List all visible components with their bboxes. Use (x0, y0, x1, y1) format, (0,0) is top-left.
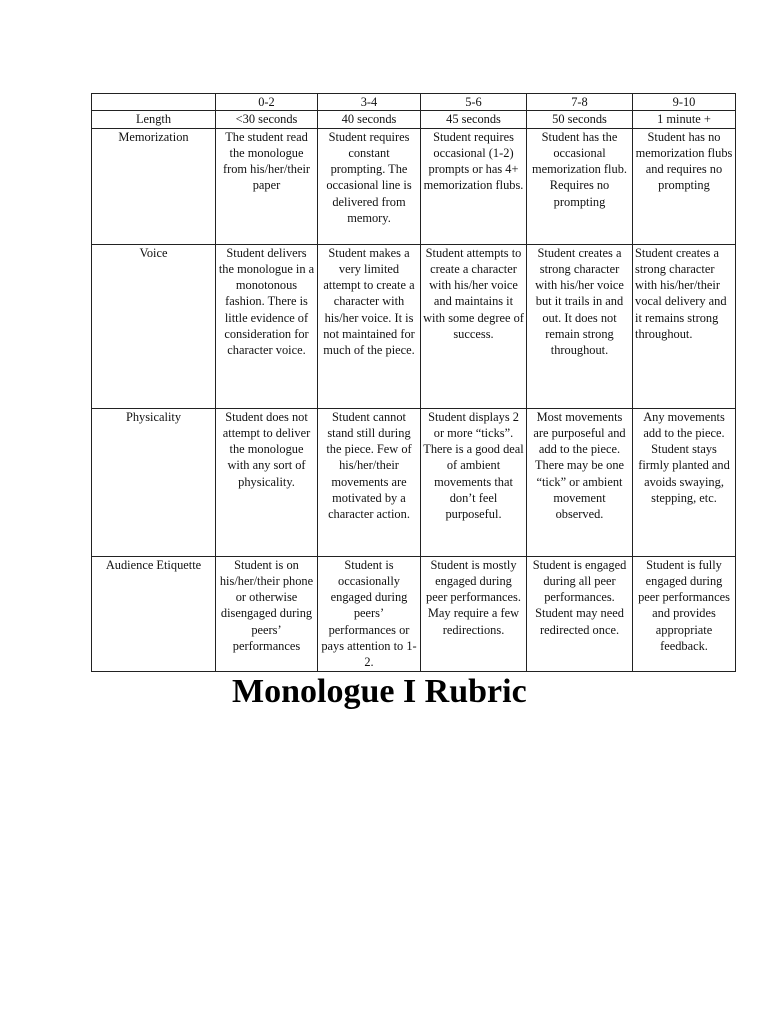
criterion-label: Length (92, 111, 216, 128)
criterion-label: Physicality (92, 408, 216, 556)
score-range-header: 9-10 (633, 94, 736, 111)
criterion-label: Audience Etiquette (92, 556, 216, 671)
rubric-cell: Student has the occasional memorization flub. Requires no prompting (527, 128, 633, 244)
rubric-cell: Student is mostly engaged during peer performances. May require a few redirections. (421, 556, 527, 671)
rubric-cell: Student is on his/her/their phone or otherwise disengaged during peers’ performances (216, 556, 318, 671)
rubric-cell: Student is engaged during all peer performances. Student may need redirected once. (527, 556, 633, 671)
rubric-cell: <30 seconds (216, 111, 318, 128)
rubric-cell: Student attempts to create a character with his/her voice and maintains it with some degree of success. (421, 244, 527, 408)
table-row (92, 556, 736, 671)
rubric-cell: 40 seconds (318, 111, 421, 128)
criterion-label: Memorization (92, 128, 216, 244)
rubric-cell: Student is fully engaged during peer performances and provides appropriate feedback. (633, 556, 736, 671)
rubric-cell: Any movements add to the piece. Student stays firmly planted and avoids swaying, stepping, etc. (633, 408, 736, 556)
rubric-cell: The student read the monologue from his/her/their paper (216, 128, 318, 244)
rubric-cell: 45 seconds (421, 111, 527, 128)
table-row (92, 128, 736, 244)
rubric-cell: Student makes a very limited attempt to create a character with his/her voice. It is not maintained for much of the piece. (318, 244, 421, 408)
header-row (92, 94, 736, 111)
score-range-header: 0-2 (216, 94, 318, 111)
page-title: Monologue I Rubric (232, 673, 527, 710)
rubric-cell: Student displays 2 or more “ticks”. There is a good deal of ambient movements that don’t feel purposeful. (421, 408, 527, 556)
table-row (92, 244, 736, 408)
rubric-table (91, 93, 736, 672)
rubric-cell: Student creates a strong character with his/her voice but it trails in and out. It does not remain strong throughout. (527, 244, 633, 408)
rubric-cell: Student delivers the monologue in a monotonous fashion. There is little evidence of consideration for character voice. (216, 244, 318, 408)
score-range-header: 7-8 (527, 94, 633, 111)
rubric-cell: Student requires occasional (1-2) prompts or has 4+ memorization flubs. (421, 128, 527, 244)
rubric-cell: Student is occasionally engaged during peers’ performances or pays attention to 1-2. (318, 556, 421, 671)
rubric-cell: 1 minute + (633, 111, 736, 128)
score-range-header: 3-4 (318, 94, 421, 111)
rubric-cell: Student does not attempt to deliver the monologue with any sort of physicality. (216, 408, 318, 556)
rubric-cell: Student cannot stand still during the piece. Few of his/her/their movements are motivated by a character action. (318, 408, 421, 556)
score-range-header: 5-6 (421, 94, 527, 111)
rubric-cell: Most movements are purposeful and add to the piece. There may be one “tick” or ambient movement observed. (527, 408, 633, 556)
rubric-cell: Student creates a strong character with his/her/their vocal delivery and it remains strong throughout. (633, 244, 736, 408)
rubric-cell: Student has no memorization flubs and requires no prompting (633, 128, 736, 244)
corner-cell (92, 94, 216, 111)
table-row (92, 408, 736, 556)
table-row (92, 111, 736, 128)
criterion-label: Voice (92, 244, 216, 408)
rubric-cell: 50 seconds (527, 111, 633, 128)
rubric-cell: Student requires constant prompting. The occasional line is delivered from memory. (318, 128, 421, 244)
